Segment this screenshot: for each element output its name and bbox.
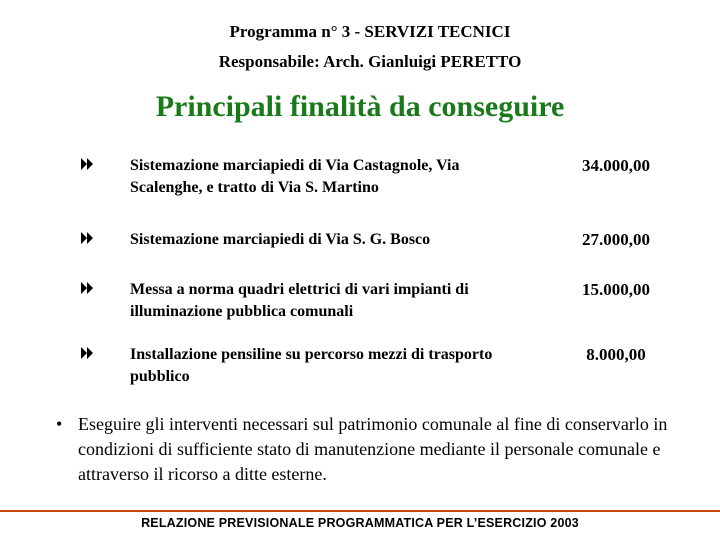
double-right-arrow-icon xyxy=(80,281,94,295)
item-amount: 34.000,00 xyxy=(582,156,650,175)
program-heading: Programma n° 3 - SERVIZI TECNICI xyxy=(229,22,511,41)
bullet-icon: • xyxy=(56,414,63,434)
item-description: Messa a norma quadri elettrici di vari impianti di illuminazione pubblica comunali xyxy=(130,281,469,320)
item-description: Sistemazione marciapiedi di Via S. G. Bosco xyxy=(130,231,431,248)
page-title: Principali finalità da conseguire xyxy=(155,90,565,123)
item-description: Sistemazione marciapiedi di Via Castagnole, Via Scalenghe, e tratto di Via S. Martino xyxy=(130,157,460,196)
double-right-arrow-icon xyxy=(80,157,94,171)
item-description: Installazione pensiline su percorso mezzi di trasporto pubblico xyxy=(130,346,493,385)
item-amount: 27.000,00 xyxy=(582,230,650,249)
footer-divider xyxy=(0,510,720,512)
footer-caption: RELAZIONE PREVISIONALE PROGRAMMATICA PER L’ESERCIZIO 2003 xyxy=(141,516,579,530)
note-text: Eseguire gli interventi necessari sul patrimonio comunale al fine di conservarlo in condizioni di sufficiente stato di manutenzione mediante il personale comunale e attraverso il ricorso a ditte esterne. xyxy=(78,414,668,484)
item-amount: 8.000,00 xyxy=(586,345,646,364)
objective-note xyxy=(56,412,676,487)
item-amount: 15.000,00 xyxy=(582,280,650,299)
manager-heading: Responsabile: Arch. Gianluigi PERETTO xyxy=(218,52,522,71)
double-right-arrow-icon xyxy=(80,231,94,245)
double-right-arrow-icon xyxy=(80,346,94,360)
